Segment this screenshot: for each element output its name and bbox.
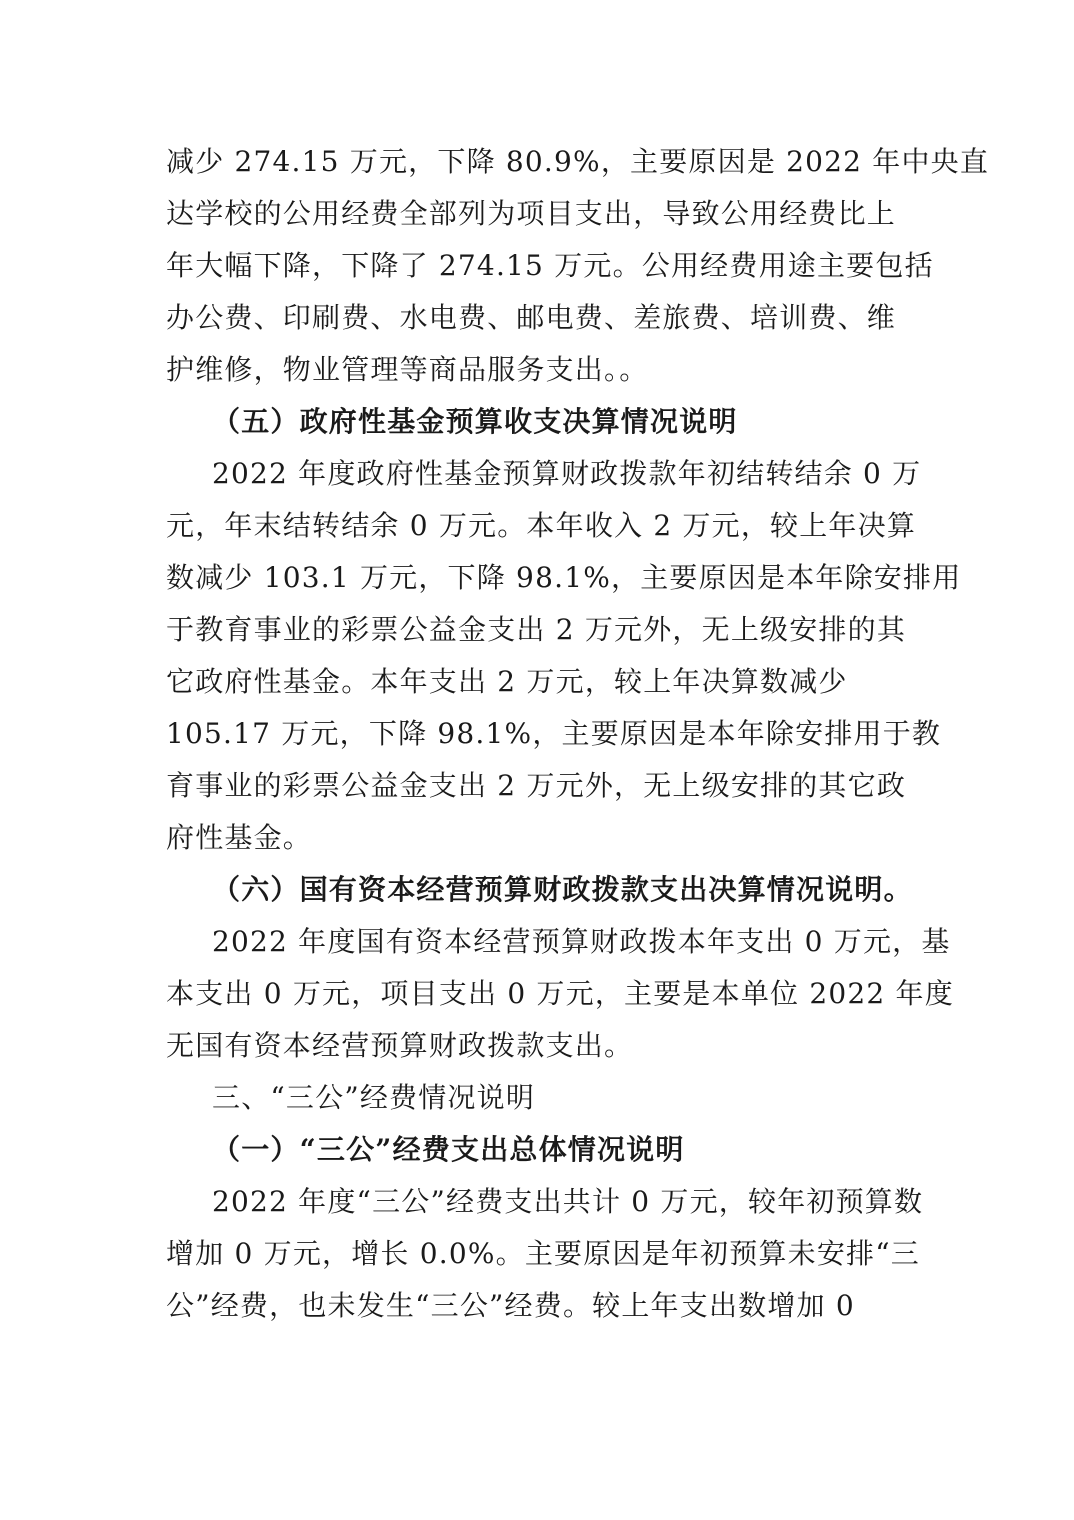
paragraph-line: 公”经费，也未发生“三公”经费。较上年支出数增加 0 — [166, 1289, 855, 1322]
paragraph-line: 2022 年度国有资本经营预算财政拨本年支出 0 万元，基 — [212, 925, 951, 958]
paragraph-line: 无国有资本经营预算财政拨款支出。 — [166, 1029, 634, 1062]
paragraph-line: 2022 年度“三公”经费支出共计 0 万元，较年初预算数 — [212, 1185, 924, 1218]
paragraph-line: 元，年末结转结余 0 万元。本年收入 2 万元，较上年决算 — [166, 509, 917, 542]
paragraph-line: 本支出 0 万元，项目支出 0 万元，主要是本单位 2022 年度 — [166, 977, 954, 1010]
section-heading-three: 三、“三公”经费情况说明 — [212, 1081, 536, 1114]
section-heading-three-1: （一）“三公”经费支出总体情况说明 — [212, 1133, 685, 1166]
paragraph-line: 于教育事业的彩票公益金支出 2 万元外，无上级安排的其 — [166, 613, 907, 646]
paragraph-line: 105.17 万元，下降 98.1%，主要原因是本年除安排用于教 — [166, 717, 942, 750]
paragraph-line: 它政府性基金。本年支出 2 万元，较上年决算数减少 — [166, 665, 848, 698]
paragraph-line: 2022 年度政府性基金预算财政拨款年初结转结余 0 万 — [212, 457, 922, 490]
section-heading-5: （五）政府性基金预算收支决算情况说明 — [212, 405, 738, 438]
paragraph-line: 育事业的彩票公益金支出 2 万元外，无上级安排的其它政 — [166, 769, 907, 802]
paragraph-line: 增加 0 万元，增长 0.0%。主要原因是年初预算未安排“三 — [166, 1237, 920, 1270]
paragraph-line: 护维修，物业管理等商品服务支出。。 — [166, 353, 649, 386]
paragraph-line: 办公费、印刷费、水电费、邮电费、差旅费、培训费、维 — [166, 301, 897, 334]
section-heading-6: （六）国有资本经营预算财政拨款支出决算情况说明。 — [212, 873, 913, 906]
paragraph-line: 年大幅下降，下降了 274.15 万元。公用经费用途主要包括 — [166, 249, 934, 282]
paragraph-line: 府性基金。 — [166, 821, 313, 854]
paragraph-line: 达学校的公用经费全部列为项目支出，导致公用经费比上 — [166, 197, 897, 230]
paragraph-line: 数减少 103.1 万元，下降 98.1%，主要原因是本年除安排用 — [166, 561, 962, 594]
paragraph-line: 减少 274.15 万元，下降 80.9%，主要原因是 2022 年中央直 — [166, 145, 990, 178]
